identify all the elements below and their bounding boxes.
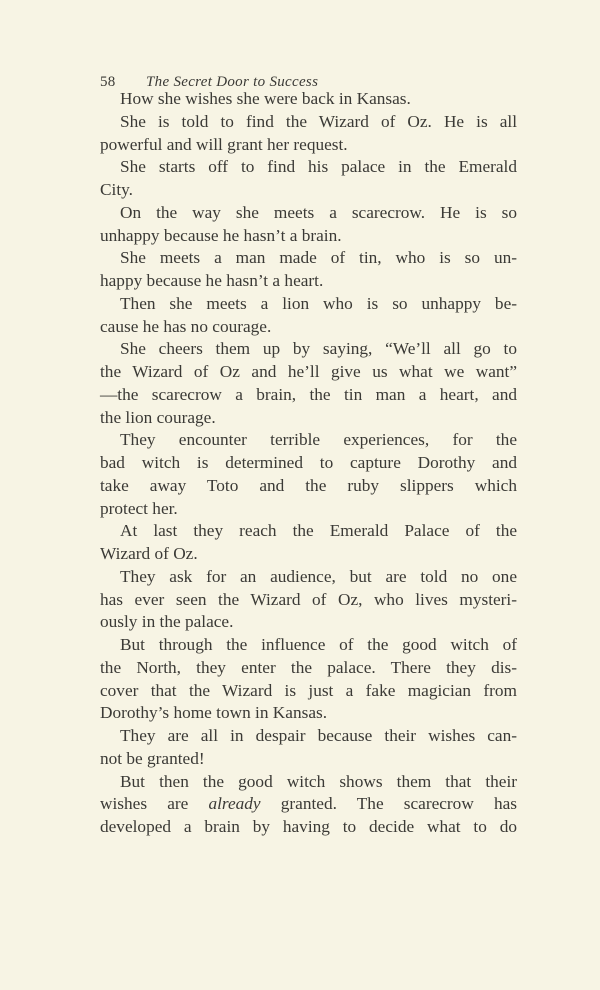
- text-line: They are all in despair because their wishes can-: [120, 726, 517, 745]
- text-line: But then the good witch shows them that their: [120, 771, 517, 791]
- text-line: She cheers them up by saying, “We’ll all go to: [120, 339, 517, 359]
- text-line: Then she meets a lion who is so unhappy be-: [120, 293, 517, 313]
- text-line: She is told to find the Wizard of Oz. He is all: [120, 111, 517, 131]
- text-line: take away Toto and the ruby slippers which: [100, 475, 517, 495]
- text-line: the Wizard of Oz and he’ll give us what we want”: [100, 362, 517, 381]
- text-run: wishes are: [100, 794, 209, 814]
- text-line: [100, 793, 517, 816]
- text-line: not be granted!: [100, 748, 205, 768]
- text-line: powerful and will grant her request.: [100, 134, 348, 154]
- emphasis: already: [208, 794, 261, 814]
- text-line: On the way she meets a scarecrow. He is so: [120, 202, 517, 222]
- text-line: —the scarecrow a brain, the tin man a heart, and: [100, 384, 517, 404]
- text-line: How she wishes she were back in Kansas.: [120, 89, 411, 108]
- text-line: But through the influence of the good witch of: [120, 635, 517, 654]
- text-line: At last they reach the Emerald Palace of the: [120, 521, 517, 541]
- text-line: bad witch is determined to capture Dorothy and: [100, 453, 517, 472]
- text-line: happy because he hasn’t a heart.: [100, 271, 324, 290]
- text-run: granted. The scarecrow has: [260, 794, 517, 814]
- text-line: She starts off to find his palace in the Emerald: [120, 157, 517, 177]
- page-number: 58: [100, 74, 116, 90]
- text-line: cover that the Wizard is just a fake magician from: [100, 680, 517, 700]
- text-line: developed a brain by having to decide what to do: [100, 817, 517, 836]
- text-line: ously in the palace.: [100, 612, 234, 632]
- text-line: the North, they enter the palace. There they dis-: [100, 657, 517, 677]
- text-line: City.: [100, 180, 133, 199]
- body-text: [100, 88, 517, 839]
- text-line: unhappy because he hasn’t a brain.: [100, 225, 342, 245]
- text-line: Dorothy’s home town in Kansas.: [100, 703, 328, 723]
- text-line: has ever seen the Wizard of Oz, who lives mysteri-: [100, 589, 517, 609]
- text-line: cause he has no courage.: [100, 316, 272, 336]
- running-title: The Secret Door to Success: [146, 74, 319, 90]
- text-line: They encounter terrible experiences, for the: [120, 430, 517, 450]
- text-line: They ask for an audience, but are told no one: [120, 566, 517, 586]
- text-line: Wizard of Oz.: [100, 544, 198, 563]
- text-line: the lion courage.: [100, 407, 216, 427]
- text-line: protect her.: [100, 498, 178, 518]
- text-line: She meets a man made of tin, who is so un-: [120, 248, 517, 268]
